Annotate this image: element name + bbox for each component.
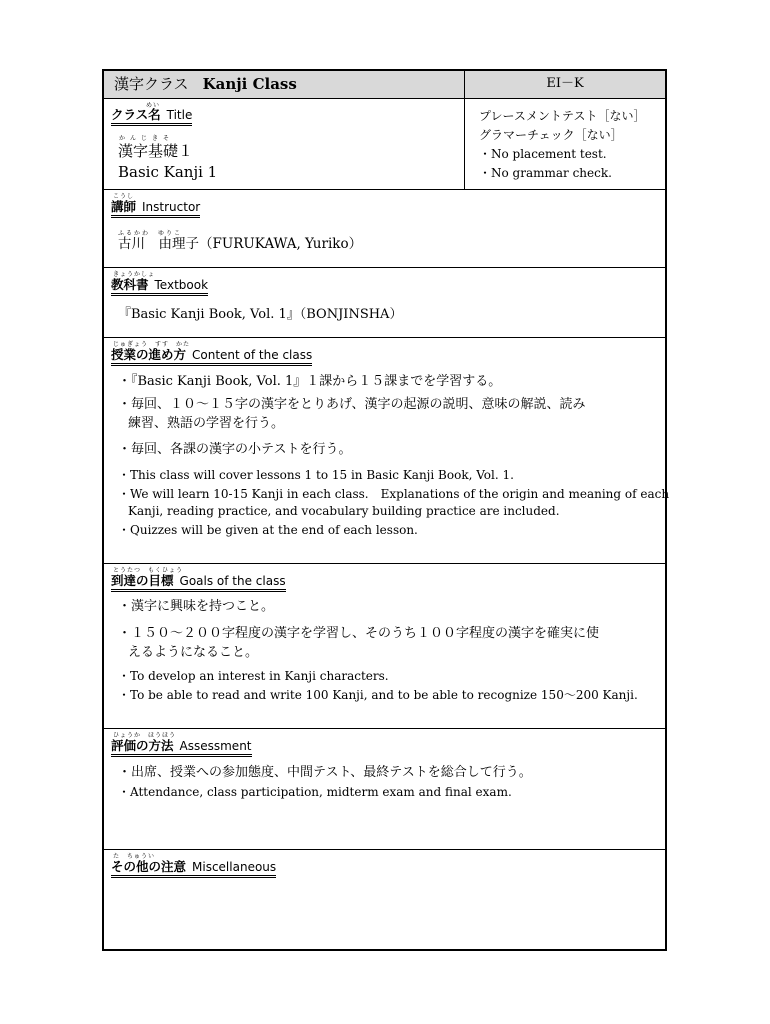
heading-ruby: た ちゅうい (113, 853, 156, 860)
class-title (104, 71, 465, 98)
class-code: EI－K (546, 76, 584, 91)
class-title-jp: 漢字クラス (114, 75, 189, 93)
heading-ruby: めい (146, 102, 161, 109)
heading-ruby: こうし (113, 193, 135, 200)
textbook-heading: 教科書 Textbook (111, 277, 208, 296)
instructor-section (104, 190, 665, 268)
goals-jp-line: ・漢字に興味を持つこと。 (118, 599, 275, 614)
class-title-en: Kanji Class (202, 75, 297, 93)
syllabus-sheet (102, 69, 670, 951)
content-heading: 授業の進め方 Content of the class (111, 347, 312, 366)
header-bar (104, 71, 665, 99)
misc-section (104, 850, 665, 951)
title-section (104, 99, 665, 190)
content-jp-line: ・毎回、１０～１５字の漢字をとりあげ、漢字の起源の説明、意味の解説、読み (118, 397, 586, 412)
content-en-line: ・Quizzes will be given at the end of each lesson. (118, 523, 418, 537)
instructor-heading: 講師 Instructor (111, 199, 200, 218)
assessment-section (104, 729, 665, 850)
textbook-title: 『Basic Kanji Book, Vol. 1』（BONJINSHA） (118, 307, 403, 322)
class-name-jp: 漢字基礎１ (118, 142, 194, 160)
heading-ruby: じゅぎょう すす かた (113, 341, 191, 348)
misc-heading: その他の注意 Miscellaneous (111, 859, 276, 878)
assessment-en-line: ・Attendance, class participation, midterm exam and final exam. (118, 785, 512, 799)
content-en-line: ・We will learn 10-15 Kanji in each class. Explanations of the origin and meaning of each (118, 487, 670, 501)
content-section (104, 338, 670, 564)
goals-en-line: ・To be able to read and write 100 Kanji, and to be able to recognize 150～200 Kanji. (118, 688, 638, 702)
goals-jp-line: えるようになること。 (128, 645, 259, 660)
content-jp-line: 練習、熟語の学習を行う。 (128, 416, 285, 431)
goals-section (104, 564, 665, 729)
assessment-jp-line: ・出席、授業への参加態度、中間テスト、最終テストを総合して行う。 (118, 765, 532, 780)
note-line: プレースメントテスト［ない］ (479, 109, 646, 123)
heading-ruby: ひょうか ほうほう (113, 732, 177, 739)
goals-jp-line: ・１５０～２００字程度の漢字を学習し、そのうち１００字程度の漢字を確実に使 (118, 626, 600, 641)
goals-en-line: ・To develop an interest in Kanji characters. (118, 669, 389, 683)
class-name-en: Basic Kanji 1 (118, 163, 218, 181)
class-name-ruby: かんじきそ (119, 135, 175, 142)
goals-heading: 到達の目標 Goals of the class (111, 573, 286, 592)
instructor-name-ruby: ふるかわ ゆりこ (118, 230, 183, 237)
content-en-line: Kanji, reading practice, and vocabulary building practice are included. (128, 504, 560, 518)
placement-notes (465, 99, 665, 189)
textbook-section (104, 268, 665, 338)
content-en-line: ・This class will cover lessons 1 to 15 in Basic Kanji Book, Vol. 1. (118, 468, 514, 482)
title-heading: クラス名 Title (111, 107, 192, 126)
content-jp-line: ・毎回、各課の漢字の小テストを行う。 (118, 442, 352, 457)
note-line: グラマーチェック［ない］ (479, 128, 623, 142)
heading-ruby: とうたつ もくひょう (113, 567, 184, 574)
note-line: ・No placement test. (479, 147, 607, 161)
instructor-name: 古川 由理子（FURUKAWA, Yuriko） (118, 236, 363, 252)
note-line: ・No grammar check. (479, 166, 612, 180)
assessment-heading: 評価の方法 Assessment (111, 738, 252, 757)
content-jp-line: ・『Basic Kanji Book, Vol. 1』１課から１５課までを学習する。 (118, 374, 502, 389)
heading-ruby: きょうかしょ (113, 271, 156, 278)
